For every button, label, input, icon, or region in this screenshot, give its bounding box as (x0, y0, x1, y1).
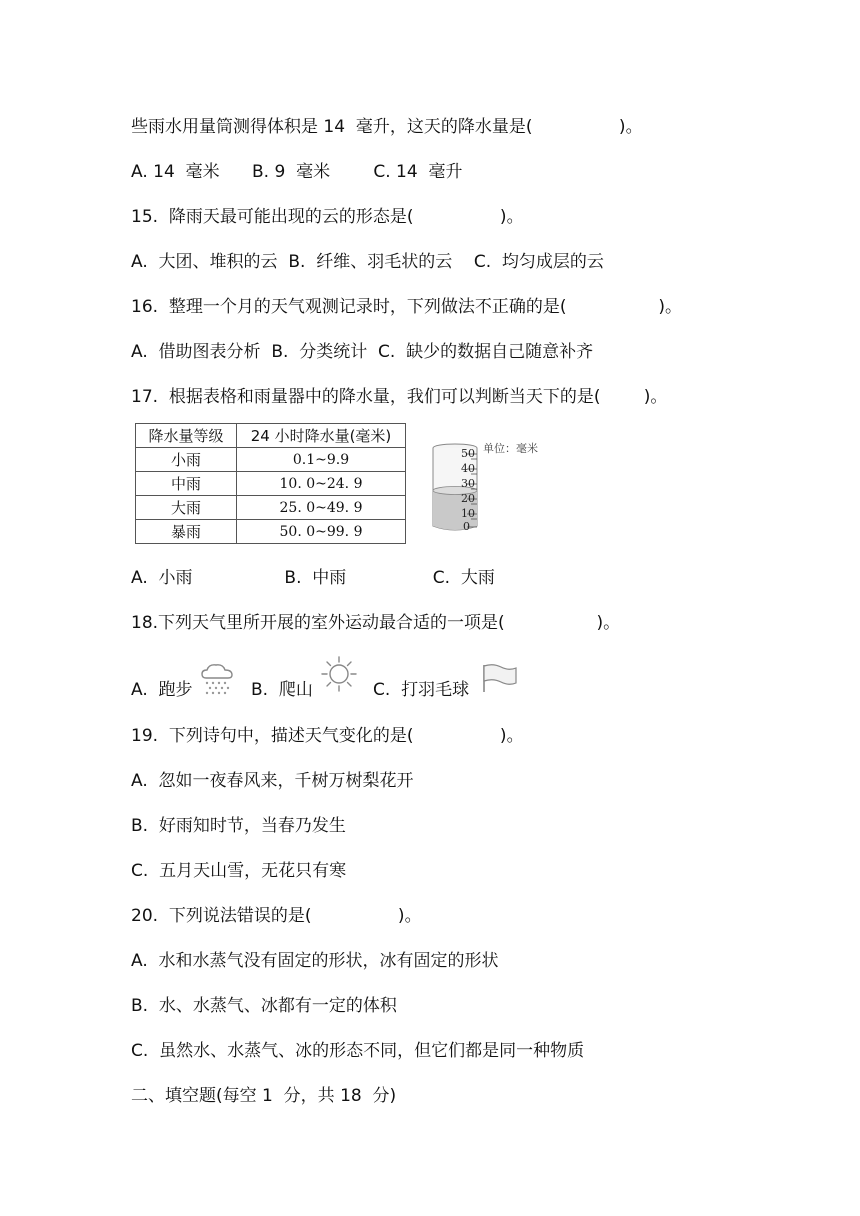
q20-option-c: C. 虽然水、水蒸气、冰的形态不同，但它们都是同一种物质 (131, 1041, 585, 1061)
q14-options: A. 14 毫米 B. 9 毫米 C. 14 毫升 (131, 162, 463, 182)
q14-stem-tail: 些雨水用量筒测得体积是 14 毫升，这天的降水量是( )。 (131, 117, 643, 137)
gauge-tick-label: 0 (463, 520, 470, 533)
table-cell: 50. 0~99. 9 (237, 520, 406, 544)
gauge-unit-label: 单位：毫米 (483, 442, 538, 455)
rain-cloud-icon (199, 662, 235, 696)
gauge-tick-label: 10 (461, 507, 475, 520)
q15-options: A. 大团、堆积的云 B. 纤维、羽毛状的云 C. 均匀成层的云 (131, 252, 604, 272)
q17-stem: 17. 根据表格和雨量器中的降水量，我们可以判断当天下的是( )。 (131, 387, 668, 407)
q16-options: A. 借助图表分析 B. 分类统计 C. 缺少的数据自己随意补齐 (131, 342, 594, 362)
table-cell: 25. 0~49. 9 (237, 496, 406, 520)
precipitation-table (135, 423, 406, 544)
gauge-tick-label: 40 (461, 462, 475, 475)
q17-options: A. 小雨 B. 中雨 C. 大雨 (131, 568, 495, 588)
q19-option-c: C. 五月天山雪，无花只有寒 (131, 861, 347, 881)
q16-stem: 16. 整理一个月的天气观测记录时，下列做法不正确的是( )。 (131, 297, 682, 317)
q20-stem: 20. 下列说法错误的是( )。 (131, 906, 422, 926)
q19-option-a: A. 忽如一夜春风来，千树万树梨花开 (131, 771, 414, 791)
q20-option-a: A. 水和水蒸气没有固定的形状，冰有固定的形状 (131, 951, 499, 971)
q18-stem: 18.下列天气里所开展的室外运动最合适的一项是( )。 (131, 613, 621, 633)
gauge-tick-label: 20 (461, 492, 475, 505)
q19-stem: 19. 下列诗句中，描述天气变化的是( )。 (131, 726, 524, 746)
rain-gauge-figure (425, 438, 575, 538)
table-cell: 10. 0~24. 9 (237, 472, 406, 496)
table-row (136, 520, 406, 544)
table-cell: 小雨 (136, 448, 237, 472)
q18-option-c: C. 打羽毛球 (373, 680, 470, 700)
table-cell: 大雨 (136, 496, 237, 520)
q20-option-b: B. 水、水蒸气、冰都有一定的体积 (131, 996, 397, 1016)
table-row (136, 496, 406, 520)
gauge-tick-label: 30 (461, 477, 475, 490)
table-cell: 0.1~9.9 (237, 448, 406, 472)
table-row (136, 448, 406, 472)
flag-icon (481, 663, 519, 693)
table-header: 24 小时降水量(毫米) (237, 424, 406, 448)
table-row (136, 472, 406, 496)
q18-option-b: B. 爬山 (251, 680, 313, 700)
section-title: 二、填空题(每空 1 分，共 18 分) (131, 1086, 397, 1106)
sun-icon (320, 655, 358, 693)
table-header: 降水量等级 (136, 424, 237, 448)
q15-stem: 15. 降雨天最可能出现的云的形态是( )。 (131, 207, 524, 227)
gauge-tick-label: 50 (461, 447, 475, 460)
table-cell: 暴雨 (136, 520, 237, 544)
q18-option-a: A. 跑步 (131, 680, 193, 700)
q19-option-b: B. 好雨知时节，当春乃发生 (131, 816, 346, 836)
table-header-row (136, 424, 406, 448)
table-cell: 中雨 (136, 472, 237, 496)
